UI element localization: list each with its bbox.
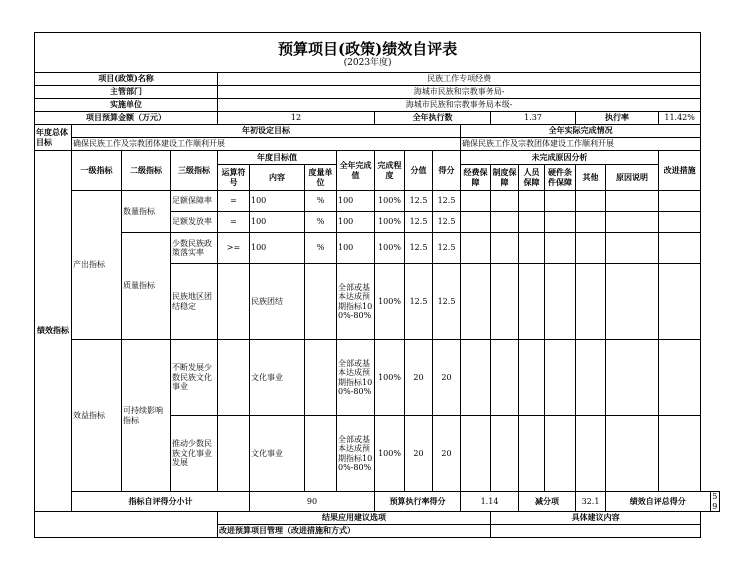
reason-other-header: 其他 <box>576 165 606 191</box>
reason-cell <box>519 191 545 212</box>
improve-cell <box>659 212 701 233</box>
indicator-full: 100 <box>337 191 375 212</box>
dept-label: 主管部门 <box>35 86 218 99</box>
indicator-got: 12.5 <box>433 191 461 212</box>
reason-cell <box>461 416 491 492</box>
indicator-degree: 100% <box>375 233 405 264</box>
group-sustain: 可持续影响指标 <box>122 340 171 492</box>
reason-cell <box>576 264 606 340</box>
result-header: 结果应用建议选项 <box>218 512 491 525</box>
form-year: (2023年度) <box>343 58 392 68</box>
score-header: 分值 <box>405 151 433 191</box>
reason-cell <box>545 212 576 233</box>
indicator-got: 20 <box>433 340 461 416</box>
indicator-content: 文化事业 <box>250 416 305 492</box>
indicator-unit <box>305 264 337 340</box>
indicator-score: 12.5 <box>405 233 433 264</box>
indicator-content: 民族团结 <box>250 264 305 340</box>
reason-cell <box>576 233 606 264</box>
reason-system-header: 制度保障 <box>491 165 519 191</box>
indicator-unit: % <box>305 233 337 264</box>
reason-cell <box>576 416 606 492</box>
indicator-name: 不断发展少数民族文化事业 <box>171 340 218 416</box>
reason-cell <box>461 191 491 212</box>
indicator-degree: 100% <box>375 416 405 492</box>
indicator-unit <box>305 416 337 492</box>
indicator-full: 100 <box>337 233 375 264</box>
unit-label: 实施单位 <box>35 99 218 112</box>
suggestion-detail <box>491 525 701 538</box>
self-score-value: 90 <box>250 492 375 512</box>
project-name-label: 项目(政策)名称 <box>35 73 218 86</box>
reason-cell <box>519 340 545 416</box>
detail-header: 具体建议内容 <box>491 512 701 525</box>
reason-cell <box>491 191 519 212</box>
indicator-op: = <box>218 191 250 212</box>
reason-cell <box>545 191 576 212</box>
evaluation-table <box>34 32 720 538</box>
reason-cell <box>545 416 576 492</box>
indicator-unit: % <box>305 212 337 233</box>
level3-header: 三级指标 <box>171 151 218 191</box>
goal-set-header: 年初设定目标 <box>72 125 461 138</box>
level2-header: 二级指标 <box>122 151 171 191</box>
indicator-score: 20 <box>405 340 433 416</box>
total-score-value: 59 <box>710 492 719 512</box>
indicator-score: 12.5 <box>405 191 433 212</box>
goal-actual-text: 确保民族工作及宗教团体建设工作顺利开展 <box>461 138 701 151</box>
reason-cell <box>545 340 576 416</box>
indicator-got: 12.5 <box>433 264 461 340</box>
reason-cell <box>491 233 519 264</box>
indicator-op <box>218 340 250 416</box>
goal-set-text: 确保民族工作及宗教团体建设工作顺利开展 <box>72 138 461 151</box>
group-quantity: 数量指标 <box>122 191 171 233</box>
reason-cell <box>491 212 519 233</box>
reason-hardware-header: 硬件条件保障 <box>545 165 576 191</box>
form-title: 预算项目(政策)绩效自评表 <box>278 40 458 58</box>
indicator-unit <box>305 340 337 416</box>
improve-cell <box>659 264 701 340</box>
group-quality: 质量指标 <box>122 233 171 340</box>
indicator-score: 12.5 <box>405 212 433 233</box>
dept-value: 海城市民族和宗教事务局- <box>218 86 701 99</box>
reason-fund-header: 经费保障 <box>461 165 491 191</box>
self-score-label: 指标自评得分小计 <box>72 492 250 512</box>
reason-cell <box>545 264 576 340</box>
full-value-header: 全年完成值 <box>337 151 375 191</box>
exec-value: 1.37 <box>491 112 576 125</box>
indicator-name: 足额发放率 <box>171 212 218 233</box>
content-header: 内容 <box>250 165 305 191</box>
indicator-degree: 100% <box>375 340 405 416</box>
improve-cell <box>659 233 701 264</box>
title-cell <box>35 33 701 73</box>
indicator-full: 100 <box>337 212 375 233</box>
reason-cell <box>606 340 659 416</box>
indicator-name: 民族地区团结稳定 <box>171 264 218 340</box>
reason-header: 未完成原因分析 <box>461 151 659 165</box>
budget-label: 项目预算金额（万元） <box>35 112 218 125</box>
indicator-degree: 100% <box>375 264 405 340</box>
indicator-degree: 100% <box>375 212 405 233</box>
suggestion-item: 改进预算项目管理（改进措施和方式） <box>218 525 491 538</box>
indicator-op: = <box>218 212 250 233</box>
reason-cell <box>519 212 545 233</box>
annual-target-header: 年度目标值 <box>218 151 337 165</box>
level1-header: 一级指标 <box>72 151 122 191</box>
indicator-op: >= <box>218 233 250 264</box>
reason-cell <box>576 340 606 416</box>
reason-cell <box>606 264 659 340</box>
deduct-label: 减分项 <box>519 492 576 512</box>
rate-label: 执行率 <box>576 112 659 125</box>
reason-cell <box>491 340 519 416</box>
reason-cell <box>461 340 491 416</box>
reason-cell <box>461 233 491 264</box>
project-name-value: 民族工作专项经费 <box>218 73 701 86</box>
improve-cell <box>659 191 701 212</box>
reason-cell <box>491 416 519 492</box>
budget-score-label: 预算执行率得分 <box>375 492 461 512</box>
reason-cell <box>576 212 606 233</box>
budget-score-value: 1.14 <box>461 492 519 512</box>
unit-header: 度量单位 <box>305 165 337 191</box>
indicator-content: 100 <box>250 191 305 212</box>
indicator-unit: % <box>305 191 337 212</box>
performance-evaluation-form <box>34 32 720 538</box>
indicator-content: 文化事业 <box>250 340 305 416</box>
improve-cell <box>659 340 701 416</box>
indicator-full: 全部或基本达成预期指标100%-80% <box>337 416 375 492</box>
perf-indicator-label: 绩效指标 <box>35 151 72 512</box>
indicator-op <box>218 416 250 492</box>
reason-cell <box>491 264 519 340</box>
exec-label: 全年执行数 <box>375 112 491 125</box>
got-header: 得分 <box>433 151 461 191</box>
reason-staff-header: 人员保障 <box>519 165 545 191</box>
rate-value: 11.42% <box>659 112 701 125</box>
indicator-name: 足额保障率 <box>171 191 218 212</box>
improve-header: 改进措施 <box>659 151 701 191</box>
indicator-content: 100 <box>250 212 305 233</box>
reason-cell <box>461 264 491 340</box>
reason-cell <box>606 191 659 212</box>
reason-cell <box>606 233 659 264</box>
indicator-content: 100 <box>250 233 305 264</box>
reason-cell <box>519 416 545 492</box>
deduct-value: 32.1 <box>576 492 606 512</box>
reason-desc-header: 原因说明 <box>606 165 659 191</box>
indicator-got: 12.5 <box>433 233 461 264</box>
group-output: 产出指标 <box>72 191 122 340</box>
indicator-op <box>218 264 250 340</box>
reason-cell <box>545 233 576 264</box>
indicator-got: 12.5 <box>433 212 461 233</box>
indicator-degree: 100% <box>375 191 405 212</box>
reason-cell <box>606 416 659 492</box>
reason-cell <box>576 191 606 212</box>
indicator-full: 全部或基本达成预期指标100%-80% <box>337 340 375 416</box>
goal-label: 年度总体目标 <box>35 125 72 151</box>
indicator-name: 少数民族政策落实率 <box>171 233 218 264</box>
reason-cell <box>606 212 659 233</box>
group-benefit: 效益指标 <box>72 340 122 492</box>
degree-header: 完成程度 <box>375 151 405 191</box>
indicator-score: 12.5 <box>405 264 433 340</box>
indicator-full: 全部或基本达成预期指标100%-80% <box>337 264 375 340</box>
reason-cell <box>461 212 491 233</box>
indicator-name: 推动少数民族文化事业发展 <box>171 416 218 492</box>
suggestion-blank <box>35 512 218 538</box>
goal-actual-header: 全年实际完成情况 <box>461 125 701 138</box>
reason-cell <box>519 264 545 340</box>
op-header: 运算符号 <box>218 165 250 191</box>
budget-value: 12 <box>218 112 375 125</box>
improve-cell <box>659 416 701 492</box>
indicator-score: 20 <box>405 416 433 492</box>
total-score-label: 绩效自评总得分 <box>606 492 711 512</box>
reason-cell <box>519 233 545 264</box>
unit-value: 海城市民族和宗教事务局本级- <box>218 99 701 112</box>
indicator-got: 20 <box>433 416 461 492</box>
